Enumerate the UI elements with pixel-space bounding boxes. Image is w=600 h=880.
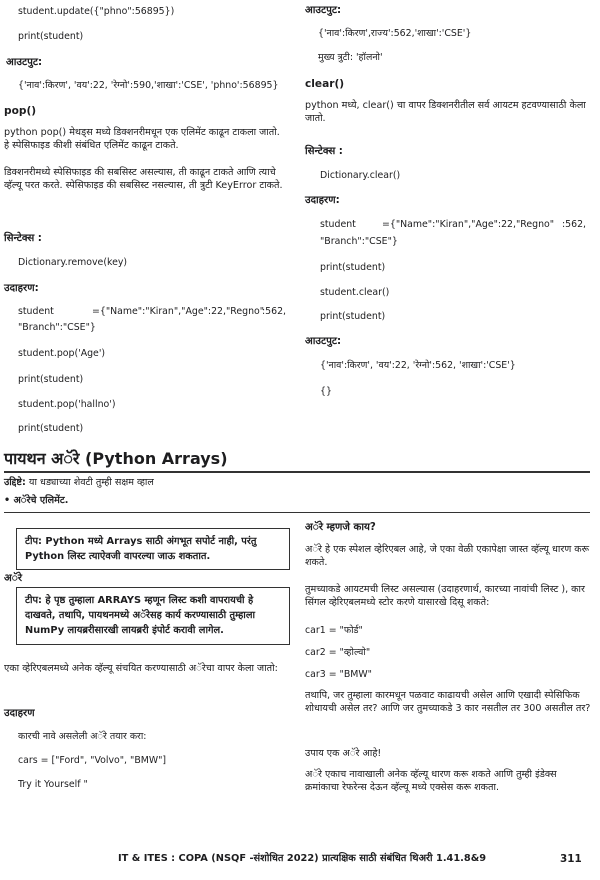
tip-box-numpy: टीप: हे पृष्ठ तुम्हाला ARRAYS म्हणून लिस्ट कशी वापरायची हे दाखवते, तथापि, पायथनमध्ये अॅरेसह कार्य करण्यासाठी तुम्हाला NumPy लायब्ररीसारखी लायब्ररी इंपोर्ट करावी लागेल. (16, 587, 290, 645)
right-output-value-3: {} (320, 386, 332, 397)
example-pop-age: student.pop('Age') (18, 348, 106, 359)
car2-line: car2 = "व्होल्वो" (305, 647, 371, 658)
array-paragraph-5: अॅरे एकाच नावाखाली अनेक व्हॅल्यू धारण करू शकते आणि तुम्ही इंडेक्स क्रमांकाचा रेफरेन्स देऊन व्हॅल्यू मध्ये एक्सेस करू शकता. (305, 769, 557, 793)
page-number: 311 (560, 853, 582, 865)
try-it-yourself: Try it Yourself " (18, 779, 88, 790)
section-title: पायथन अॅरे (Python Arrays) (4, 449, 228, 468)
example-label: उदाहरण: (4, 283, 39, 294)
example-pop-hallno: student.pop('hallno') (18, 399, 116, 410)
code-print: print(student) (18, 31, 84, 42)
example-dict-literal: ={"Name":"Kiran","Age":22,"Regno" (92, 306, 265, 317)
section-divider (4, 471, 590, 473)
right-example-clear: student.clear() (320, 287, 390, 298)
clear-heading: clear() (305, 78, 345, 90)
array-paragraph-2: तुमच्याकडे आयटमची लिस्ट असल्यास (उदाहरणार्थ, कारच्या नावांची लिस्ट ), कार सिंगल व्हेरिएबलमध्ये स्टोर करणे यासारखे दिसू शकते: (305, 584, 585, 608)
objective-label: उद्दिष्टे: (4, 477, 26, 488)
example-regno-value: :562, (262, 306, 287, 317)
array-paragraph-3: तथापि, जर तुम्हाला कारमधून पळवाट काढायची असेल आणि एखादी स्पेसिफिक शोधायची असेल तर? आणि जर तुमच्याकडे 3 कार नसतील तर 300 असतील तर? (305, 690, 591, 714)
array-paragraph-1: अॅरे हे एक स्पेशल व्हेरिएबल आहे, जे एका वेळी एकापेक्षा जास्त व्हॅल्यू धारण करू शकते. (305, 544, 590, 568)
pop-heading: pop() (4, 105, 37, 117)
tip-box-builtin-support: टीप: Python मध्ये Arrays साठी अंगभूत सपोर्ट नाही, परंतु Python लिस्ट त्याऐवजी वापरल्या जाऊ शकतात. (16, 528, 290, 570)
bottom-example-label: उदाहरण (4, 708, 35, 719)
footer-text: IT & ITES : COPA (NSQF -संशोधित 2022) प्रात्यक्षिक साठी संबंधित थिअरी 1.41.8&9 (118, 853, 487, 864)
pop-description-2: डिक्शनरीमध्ये स्पेसिफाइड की सबसिस्ट असल्यास, ती काढून टाकते आणि त्याचे व्हॅल्यू परत करते. स्पेसिफाइड की सबसिस्ट नसल्यास, ती त्रुटी KeyError टाकते. (4, 167, 283, 191)
output-value: {'नाव':किरण', 'वय':22, 'रेग्नो':590,'शाखा':'CSE', 'phno':56895} (18, 80, 279, 91)
right-output-value-2: {'नाव':किरण', 'वय':22, 'रेग्नो':562, 'शाखा':'CSE'} (320, 360, 516, 371)
arrays-label: अॅरे (4, 573, 23, 584)
objective-text: या धड्याच्या शेवटी तुम्ही सक्षम व्हाल (25, 477, 154, 488)
right-example-regno-value: :562, (562, 219, 587, 230)
clear-description: python मध्ये, clear() चा वापर डिक्शनरीतील सर्व आयटम हटवण्यासाठी केला जातो. (305, 100, 586, 124)
right-example-student-var: student (320, 219, 356, 230)
objective-line (4, 477, 154, 490)
right-example-print-1: print(student) (320, 262, 386, 273)
right-output-label: आउटपुट: (305, 5, 342, 16)
code-update: student.update({"phno":56895}) (18, 6, 175, 17)
example-print-1: print(student) (18, 374, 84, 385)
objective-divider (4, 512, 590, 513)
cars-code: cars = ["Ford", "Volvo", "BMW"] (18, 755, 167, 766)
example-print-2: print(student) (18, 423, 84, 434)
right-syntax-label: सिन्टेक्स : (305, 146, 343, 157)
right-example-dict-literal: ={"Name":"Kiran","Age":22,"Regno" (382, 219, 555, 230)
pop-description-1: python pop() मेथड्स मध्ये डिक्शनरीमधून एक एलिमेंट काढून टाकला जातो. हे स्पेसिफाइड कीशी संबंधित एलिमेंट काढून टाकते. (4, 127, 280, 151)
car1-line: car1 = "फोर्ड" (305, 625, 363, 636)
syntax-label: सिन्टेक्स : (4, 233, 42, 244)
right-output-value: {'नाव':किरण',राज्य':562,'शाखा':'CSE'} (318, 28, 472, 39)
output-label: आउटपुट: (6, 57, 43, 68)
bottom-example-intro: कारची नावे असलेली अॅरे तयार करा: (18, 731, 147, 742)
main-error-text: मुख्य त्रुटी: 'हॉलनो' (318, 52, 383, 63)
right-example-label: उदाहरण: (305, 195, 340, 206)
objective-bullet: • अॅरेचे एलिमेंट. (4, 495, 69, 506)
car3-line: car3 = "BMW" (305, 669, 372, 680)
array-description: एका व्हेरिएबलमध्ये अनेक व्हॅल्यू संचयित करण्यासाठी अॅरेचा वापर केला जातो: (4, 663, 278, 674)
right-output-label-2: आउटपुट: (305, 336, 342, 347)
example-student-var: student (18, 306, 54, 317)
right-example-branch: "Branch":"CSE"} (320, 236, 398, 247)
syntax-code: Dictionary.remove(key) (18, 257, 128, 268)
right-example-print-2: print(student) (320, 311, 386, 322)
what-is-array-heading: अॅरे म्हणजे काय? (305, 522, 376, 533)
example-branch: "Branch":"CSE"} (18, 322, 96, 333)
right-syntax-code: Dictionary.clear() (320, 170, 401, 181)
array-paragraph-4: उपाय एक अॅरे आहे! (305, 748, 382, 759)
